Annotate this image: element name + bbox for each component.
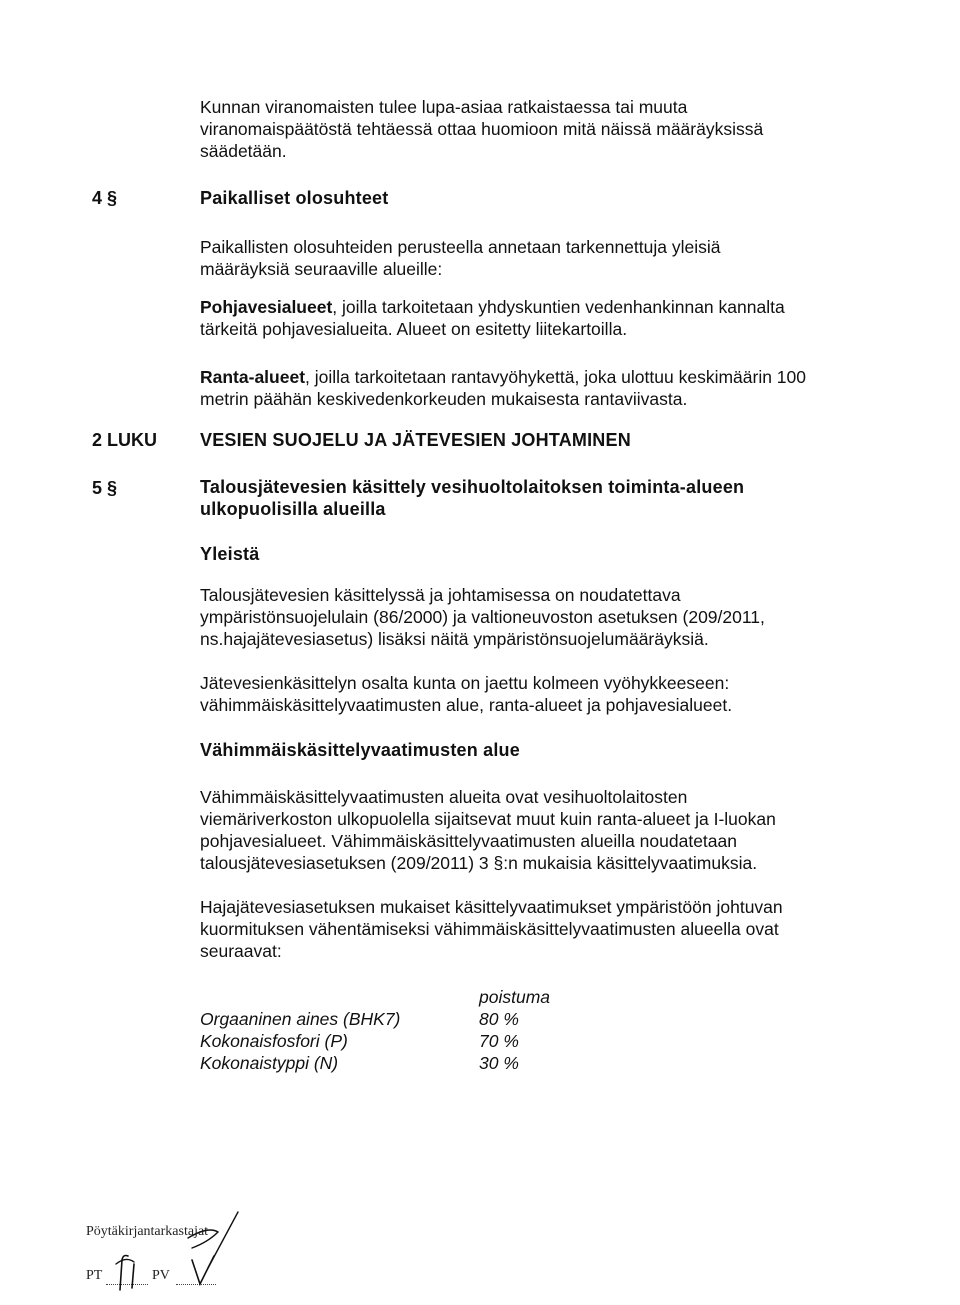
text-line: Kunnan viranomaisten tulee lupa-asiaa ratkaistaessa tai muuta: [200, 97, 688, 117]
table-cell-label: Kokonaistyppi (N): [200, 1053, 339, 1073]
footer-pt-label: PT: [86, 1268, 103, 1283]
text-line: säädetään.: [200, 141, 287, 161]
table-row: [200, 1008, 560, 1030]
table-cell-value: 80 %: [479, 1009, 519, 1029]
paragraph: [200, 366, 806, 410]
text-line: määräyksiä seuraaville alueille:: [200, 259, 443, 279]
table-row: [200, 1030, 560, 1052]
paragraph: [200, 786, 776, 874]
table-cell-value: 70 %: [479, 1031, 519, 1051]
handwritten-initials-pt: [112, 1250, 148, 1292]
title-line: ulkopuolisilla alueilla: [200, 499, 386, 519]
text-line: tärkeitä pohjavesialueita. Alueet on esitetty liitekartoilla.: [200, 319, 628, 339]
text-line: metrin päähän keskivedenkorkeuden mukaisesta rantaviivasta.: [200, 389, 688, 409]
text-line: seuraavat:: [200, 941, 282, 961]
text-line: Talousjätevesien käsittelyssä ja johtamisessa on noudatettava: [200, 585, 681, 605]
text-line: viemäriverkoston ulkopuolella sijaitsevat muut kuin ranta-alueet ja I-luokan: [200, 809, 776, 829]
subheading: Yleistä: [200, 544, 260, 564]
footer-label: Pöytäkirjantarkastajat: [86, 1224, 209, 1239]
text-line: [200, 366, 806, 388]
text-line: Vähimmäiskäsittelyvaatimusten alueita ovat vesihuoltolaitosten: [200, 787, 688, 807]
footer-pv-label: PV: [152, 1268, 170, 1283]
text-line: [200, 296, 785, 318]
table-cell-label: Orgaaninen aines (BHK7): [200, 1009, 401, 1029]
bold-term: Ranta-alueet: [200, 367, 306, 387]
table-cell-value: 30 %: [479, 1053, 519, 1073]
text-line: viranomaispäätöstä tehtäessä ottaa huomioon mitä näissä määräyksissä: [200, 119, 764, 139]
intro-paragraph: [200, 96, 763, 162]
removal-table: [200, 1008, 560, 1074]
table-row: [200, 1052, 560, 1074]
text-line: talousjätevesiasetuksen (209/2011) 3 §:n mukaisia käsittelyvaatimuksia.: [200, 853, 758, 873]
paragraph: [200, 896, 783, 962]
table-cell-label: Kokonaisfosfori (P): [200, 1031, 348, 1051]
bold-term: Pohjavesialueet: [200, 297, 333, 317]
handwritten-initials-pv: [178, 1208, 248, 1296]
text-line: ympäristönsuojelulain (86/2000) ja valtioneuvoston asetuksen (209/2011,: [200, 607, 765, 627]
chapter-label: 2 LUKU: [92, 430, 158, 450]
paragraph: [200, 672, 732, 716]
text-line: Paikallisten olosuhteiden perusteella annetaan tarkennettuja yleisiä: [200, 237, 721, 257]
paragraph: [200, 236, 721, 280]
subheading: Vähimmäiskäsittelyvaatimusten alue: [200, 740, 520, 760]
text-run: , joilla tarkoitetaan rantavyöhykettä, joka ulottuu keskimäärin 100: [305, 367, 807, 387]
title-line: Talousjätevesien käsittely vesihuoltolaitoksen toiminta-alueen: [200, 477, 745, 497]
text-line: ns.hajajätevesiasetus) lisäksi näitä ympäristönsuojelumääräyksiä.: [200, 629, 709, 649]
paragraph: [200, 296, 785, 340]
section-number: 4 §: [92, 188, 118, 208]
section-title: Paikalliset olosuhteet: [200, 188, 389, 208]
section-title: [200, 476, 744, 520]
text-run: , joilla tarkoitetaan yhdyskuntien vedenhankinnan kannalta: [332, 297, 785, 317]
table-header: poistuma: [479, 987, 551, 1007]
chapter-title: VESIEN SUOJELU JA JÄTEVESIEN JOHTAMINEN: [200, 430, 631, 450]
text-line: Jätevesienkäsittelyn osalta kunta on jaettu kolmeen vyöhykkeeseen:: [200, 673, 730, 693]
paragraph: [200, 584, 765, 650]
section-number: 5 §: [92, 478, 118, 498]
text-line: Hajajätevesiasetuksen mukaiset käsittelyvaatimukset ympäristöön johtuvan: [200, 897, 783, 917]
text-line: pohjavesialueet. Vähimmäiskäsittelyvaatimusten alueilla noudatetaan: [200, 831, 737, 851]
text-line: kuormituksen vähentämiseksi vähimmäiskäsittelyvaatimusten alueella ovat: [200, 919, 779, 939]
text-line: vähimmäiskäsittelyvaatimusten alue, ranta-alueet ja pohjavesialueet.: [200, 695, 733, 715]
